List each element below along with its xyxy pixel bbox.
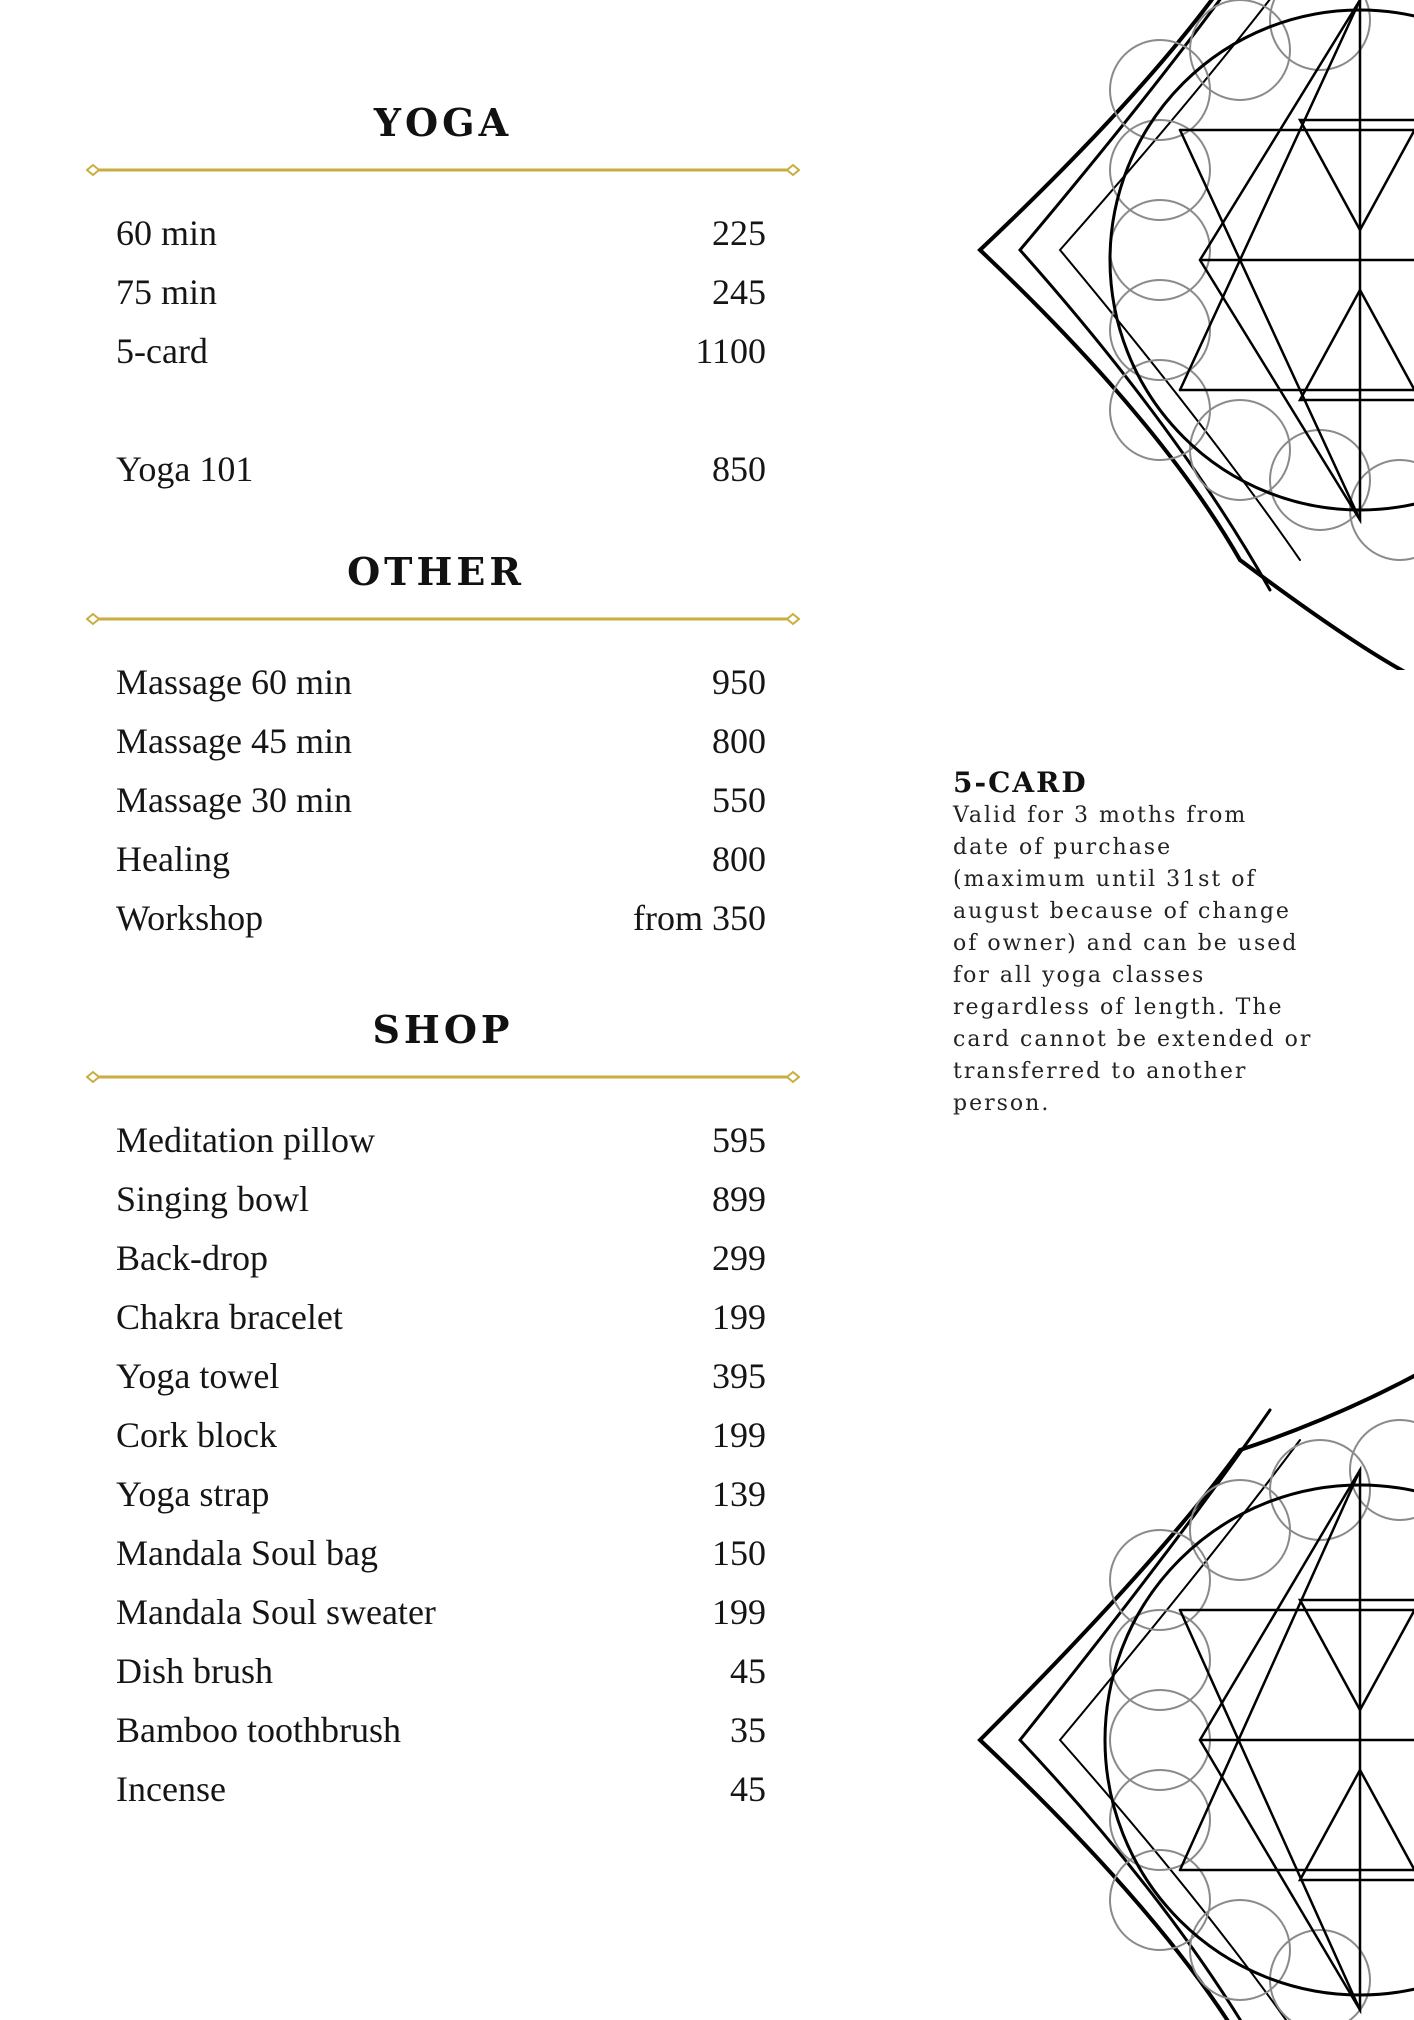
shop-divider (86, 1070, 800, 1084)
item-label: Yoga 101 (116, 449, 254, 489)
menu-item (116, 720, 766, 762)
item-price: 245 (712, 272, 766, 312)
menu-item (116, 1355, 766, 1397)
item-label: Dish brush (116, 1651, 274, 1691)
other-section-title: OTHER (347, 549, 525, 594)
item-price: 225 (712, 213, 766, 253)
menu-item (116, 1650, 766, 1692)
item-price: 395 (712, 1356, 766, 1396)
item-price: from 350 (633, 898, 766, 938)
note-title: 5-CARD (953, 766, 1088, 799)
item-label: 75 min (116, 272, 218, 312)
item-label: Massage 45 min (116, 721, 352, 761)
mandala-ornament-top (960, 0, 1414, 670)
item-label: Mandala Soul bag (116, 1533, 378, 1573)
item-price: 899 (712, 1179, 766, 1219)
other-divider (86, 612, 800, 626)
item-label: Yoga towel (116, 1356, 280, 1396)
mandala-flower-of-life (1110, 1420, 1414, 2020)
menu-item (116, 212, 766, 254)
menu-item (116, 1296, 766, 1338)
five-card-note (953, 766, 1313, 1120)
mandala-geometry (1110, 0, 1414, 520)
menu-item (116, 1178, 766, 1220)
item-label: Massage 60 min (116, 662, 352, 702)
item-label: Back-drop (116, 1238, 268, 1278)
item-label: Massage 30 min (116, 780, 352, 820)
menu-item (116, 779, 766, 821)
item-label: Workshop (116, 898, 264, 938)
item-label: Chakra bracelet (116, 1297, 343, 1337)
menu-item (116, 838, 766, 880)
item-price: 1100 (695, 331, 766, 371)
note-body: Valid for 3 moths from date of purchase (maximum until 31st of august because of change of owner) and can be used for all yoga classes regardless of length. The card cannot be extended or transferred to another person. (953, 803, 1313, 1116)
item-label: Bamboo toothbrush (116, 1710, 401, 1750)
item-label: 5-card (116, 331, 208, 371)
item-price: 150 (712, 1533, 766, 1573)
mandala-petals (980, 1350, 1414, 2020)
item-label: Yoga strap (116, 1474, 270, 1514)
mandala-petals (980, 0, 1414, 670)
menu-item (116, 897, 766, 939)
item-price: 550 (712, 780, 766, 820)
item-label: Meditation pillow (116, 1120, 375, 1160)
menu-item (116, 661, 766, 703)
menu-item (116, 1473, 766, 1515)
item-label: Cork block (116, 1415, 277, 1455)
item-label: Incense (116, 1769, 226, 1809)
item-price: 139 (712, 1474, 766, 1514)
item-price: 299 (712, 1238, 766, 1278)
item-label: Healing (116, 839, 230, 879)
item-price: 950 (712, 662, 766, 702)
item-price: 199 (712, 1297, 766, 1337)
mandala-geometry (1105, 1470, 1414, 2010)
menu-item (116, 1119, 766, 1161)
item-price: 850 (712, 449, 766, 489)
item-price: 45 (730, 1769, 766, 1809)
yoga-divider (86, 163, 800, 177)
item-price: 800 (712, 721, 766, 761)
menu-item (116, 1237, 766, 1279)
menu-item (116, 1768, 766, 1810)
menu-item (116, 271, 766, 313)
item-label: Singing bowl (116, 1179, 310, 1219)
menu-item (116, 1532, 766, 1574)
shop-section-title: SHOP (372, 1007, 514, 1052)
item-label: Mandala Soul sweater (116, 1592, 436, 1632)
item-price: 199 (712, 1415, 766, 1455)
menu-item (116, 330, 766, 372)
item-label: 60 min (116, 213, 218, 253)
menu-item (116, 1414, 766, 1456)
yoga-section-title: YOGA (373, 100, 513, 145)
mandala-ornament-bottom (960, 1340, 1414, 2020)
menu-item (116, 1709, 766, 1751)
item-price: 199 (712, 1592, 766, 1632)
menu-item (116, 448, 766, 490)
item-price: 35 (730, 1710, 766, 1750)
item-price: 800 (712, 839, 766, 879)
menu-item (116, 1591, 766, 1633)
item-price: 45 (730, 1651, 766, 1691)
item-price: 595 (712, 1120, 766, 1160)
